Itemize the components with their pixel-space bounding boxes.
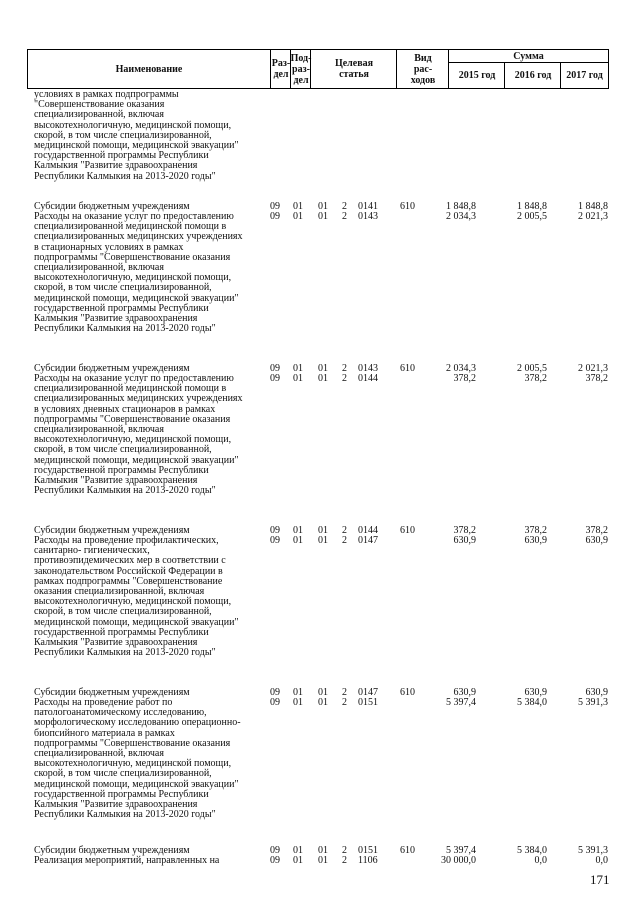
row-podrazdel: 01 [293,373,303,384]
row-sum-2017: 5 391,3 [578,845,608,856]
header-year-2016: 2016 год [504,62,561,88]
row-sum-2017: 378,2 [585,525,608,536]
row-podrazdel: 01 [293,845,303,856]
row-podrazdel: 01 [293,855,303,866]
row-razdel: 09 [270,211,280,222]
row-target-3: 0143 [358,363,378,374]
row-razdel: 09 [270,855,280,866]
row-sum-2017: 2 021,3 [578,363,608,374]
row-target-1: 01 [318,535,328,546]
row-target-3: 0143 [358,211,378,222]
row-target-3: 0151 [358,845,378,856]
row-sum-2015: 5 397,4 [446,697,476,708]
row-sum-2015: 378,2 [453,373,476,384]
row-target-2: 2 [342,201,347,212]
row-sum-2016: 378,2 [524,373,547,384]
row-name: Субсидии бюджетным учреждениям [34,845,190,856]
row-sum-2017: 630,9 [585,687,608,698]
header-podrazdel: Под- раз- дел [290,50,311,88]
row-target-1: 01 [318,373,328,384]
row-target-2: 2 [342,697,347,708]
row-podrazdel: 01 [293,363,303,374]
header-year-2017: 2017 год [560,62,608,88]
page-number: 171 [590,872,610,887]
row-target-1: 01 [318,363,328,374]
row-target-3: 0147 [358,535,378,546]
row-target-3: 1106 [358,855,378,866]
header-expense-type: Вид рас- ходов [396,50,449,88]
row-target-3: 0147 [358,687,378,698]
row-sum-2016: 0,0 [534,855,547,866]
row-target-2: 2 [342,525,347,536]
row-name: Субсидии бюджетным учреждениям [34,525,190,536]
row-podrazdel: 01 [293,525,303,536]
row-name: условиях в рамках подпрограммы "Совершенствование оказания специализированной, включая высокотехнологичную, медицинской помощи, скорой, в том числе специализированной, медицинской помощи, медицинской эвакуации" государственной программы Республики Калмыкия "Развитие здравоохранения Республики Калмыкия на 2013-2020 годы" [34,89,239,182]
row-target-3: 0151 [358,697,378,708]
row-sum-2015: 1 848,8 [446,201,476,212]
row-name: Расходы на проведение работ по патологоанатомическому исследованию, морфологическому исследованию операционно- биопсийного материала в рамках подпрограммы "Совершенствование оказания специализированной, включая высокотехнологичную, медицинской помощи, скорой, в том числе специализированной, медицинской помощи, медицинской эвакуации" государственной программы Республики Калмыкия "Развитие здравоохранения Республики Калмыкия на 2013-2020 годы" [34,697,241,821]
row-sum-2015: 630,9 [453,687,476,698]
row-target-2: 2 [342,363,347,374]
row-podrazdel: 01 [293,687,303,698]
row-name: Расходы на оказание услуг по предоставлению специализированной медицинской помощи в специализированных медицинских учреждениях в условиях дневных стационаров в рамках подпрограммы "Совершенствование оказания специализированной, включая высокотехнологичную, медицинской помощи, скорой, в том числе специализированной, медицинской помощи, медицинской эвакуации" государственной программы Республики Калмыкия "Развитие здравоохранения Республики Калмыкия на 2013-2020 годы" [34,373,243,497]
row-target-1: 01 [318,845,328,856]
row-target-3: 0144 [358,525,378,536]
row-target-2: 2 [342,687,347,698]
row-expense-type: 610 [400,363,415,374]
row-name: Расходы на проведение профилактических, санитарно- гигиенических, противоэпидемических мер в соответствии с законодательством Российской Федерации в рамках подпрограммы "Совершенствование оказания специализированной, включая высокотехнологичную, медицинской помощи, скорой, в том числе специализированной, медицинской помощи, медицинской эвакуации" государственной программы Республики Калмыкия "Развитие здравоохранения Республики Калмыкия на 2013-2020 годы" [34,535,239,659]
row-target-1: 01 [318,687,328,698]
row-expense-type: 610 [400,687,415,698]
row-target-1: 01 [318,855,328,866]
row-sum-2016: 378,2 [524,525,547,536]
row-name: Реализация мероприятий, направленных на [34,855,220,866]
row-name: Субсидии бюджетным учреждениям [34,687,190,698]
row-expense-type: 610 [400,525,415,536]
row-sum-2017: 2 021,3 [578,211,608,222]
row-target-2: 2 [342,535,347,546]
row-expense-type: 610 [400,201,415,212]
row-target-1: 01 [318,697,328,708]
row-podrazdel: 01 [293,697,303,708]
row-sum-2017: 630,9 [585,535,608,546]
row-sum-2015: 2 034,3 [446,211,476,222]
row-target-2: 2 [342,845,347,856]
header-year-2015: 2015 год [448,62,505,88]
row-target-3: 0141 [358,201,378,212]
row-sum-2016: 630,9 [524,687,547,698]
row-podrazdel: 01 [293,535,303,546]
row-target-2: 2 [342,855,347,866]
row-expense-type: 610 [400,845,415,856]
row-sum-2016: 630,9 [524,535,547,546]
row-razdel: 09 [270,363,280,374]
row-target-1: 01 [318,525,328,536]
row-sum-2015: 630,9 [453,535,476,546]
row-razdel: 09 [270,535,280,546]
header-name: Наименование [115,63,183,75]
row-razdel: 09 [270,687,280,698]
row-sum-2017: 1 848,8 [578,201,608,212]
row-sum-2016: 2 005,5 [517,363,547,374]
row-target-3: 0144 [358,373,378,384]
header-sum: Сумма [448,50,608,63]
row-razdel: 09 [270,697,280,708]
row-sum-2015: 5 397,4 [446,845,476,856]
row-target-1: 01 [318,201,328,212]
row-razdel: 09 [270,201,280,212]
row-sum-2016: 1 848,8 [517,201,547,212]
row-sum-2017: 378,2 [585,373,608,384]
row-name: Расходы на оказание услуг по предоставлению специализированной медицинской помощи в специализированных медицинских учреждениях в стационарных условиях в рамках подпрограммы "Совершенствование оказания специализированной, включая высокотехнологичную, медицинской помощи, скорой, в том числе специализированной, медицинской помощи, медицинской эвакуации" государственной программы Республики Калмыкия "Развитие здравоохранения Республики Калмыкия на 2013-2020 годы" [34,211,243,335]
row-sum-2015: 30 000,0 [441,855,476,866]
row-sum-2015: 2 034,3 [446,363,476,374]
row-podrazdel: 01 [293,201,303,212]
row-sum-2016: 5 384,0 [517,845,547,856]
header-target-article: Целевая статья [310,50,397,88]
header-razdel: Раз- дел [270,50,291,88]
row-razdel: 09 [270,845,280,856]
row-sum-2017: 5 391,3 [578,697,608,708]
row-name: Субсидии бюджетным учреждениям [34,201,190,212]
row-razdel: 09 [270,373,280,384]
row-sum-2016: 2 005,5 [517,211,547,222]
row-sum-2015: 378,2 [453,525,476,536]
table-header [27,49,609,89]
row-sum-2016: 5 384,0 [517,697,547,708]
row-target-2: 2 [342,373,347,384]
row-podrazdel: 01 [293,211,303,222]
row-sum-2017: 0,0 [595,855,608,866]
row-target-1: 01 [318,211,328,222]
row-name: Субсидии бюджетным учреждениям [34,363,190,374]
row-target-2: 2 [342,211,347,222]
row-razdel: 09 [270,525,280,536]
